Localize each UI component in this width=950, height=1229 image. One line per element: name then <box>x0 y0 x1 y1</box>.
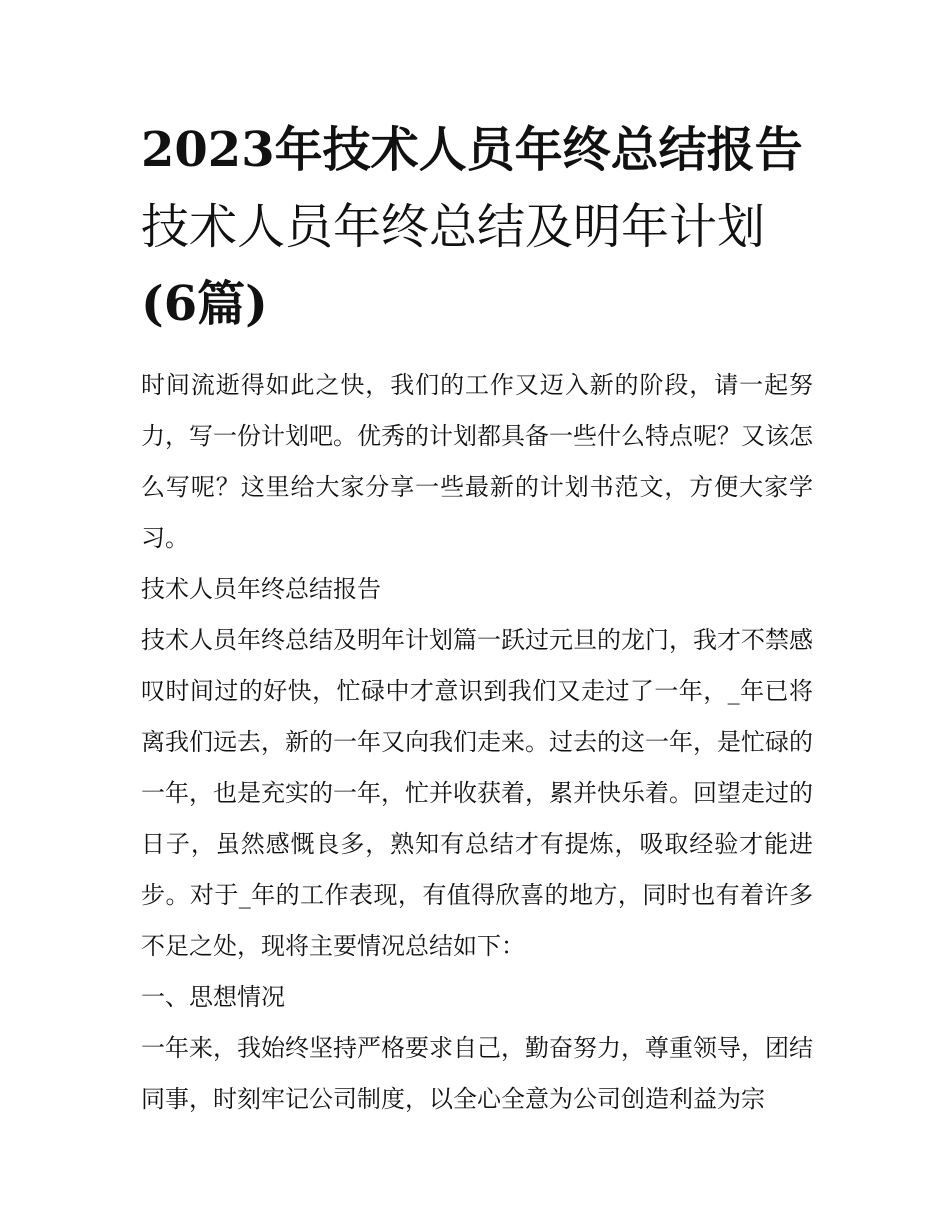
intro-paragraph: 时间流逝得如此之快，我们的工作又迈入新的阶段，请一起努力，写一份计划吧。优秀的计划都具备一些什么特点呢？又该怎么写呢？这里给大家分享一些最新的计划书范文，方便大家学习。 <box>141 371 813 552</box>
subheading-thoughts: 一、思想情况 <box>141 983 285 1011</box>
title-line-3: (6篇) <box>141 276 268 332</box>
last-paragraph: 一年来，我始终坚持严格要求自己，勤奋努力，尊重领导，团结同事，时刻牢记公司制度，以全心全意为公司创造利益为宗 <box>141 1034 813 1113</box>
document-title <box>141 112 813 343</box>
body-paragraph: 技术人员年终总结及明年计划篇一跃过元旦的龙门，我才不禁感叹时间过的好快，忙碌中才意识到我们又走过了一年，_年已将离我们远去，新的一年又向我们走来。过去的这一年，是忙碌的一年，也是充实的一年，忙并收获着，累并快乐着。回望走过的日子，虽然感慨良多，熟知有总结才有提炼，吸取经验才能进步。对于_年的工作表现，有值得欣喜的地方，同时也有着许多不足之处，现将主要情况总结如下： <box>141 626 813 960</box>
title-line-1: 2023年技术人员年终总结报告 <box>141 122 803 178</box>
document-page <box>141 112 813 1125</box>
title-line-2: 技术人员年终总结及明年计划 <box>141 199 766 255</box>
section-heading: 技术人员年终总结报告 <box>141 575 381 603</box>
